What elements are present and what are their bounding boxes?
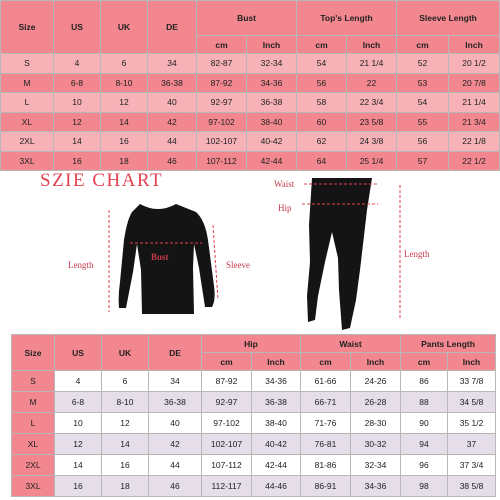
table-cell: 16 [55, 476, 102, 497]
table-cell: 24-26 [351, 371, 401, 392]
table-cell: 42-44 [247, 151, 297, 171]
subheader-inch: Inch [252, 353, 301, 371]
table-cell: 102-107 [197, 132, 247, 152]
table-cell: 107-112 [197, 151, 247, 171]
table-cell: 40 [149, 413, 202, 434]
table-cell: 8-10 [101, 73, 148, 93]
table-cell: 32-34 [351, 455, 401, 476]
table-cell: 36-38 [252, 392, 301, 413]
table-cell: 82-87 [197, 54, 247, 74]
table-cell: 37 3/4 [448, 455, 496, 476]
subheader-inch: Inch [448, 353, 496, 371]
table-cell: 6 [102, 371, 149, 392]
header-hip: Hip [202, 335, 301, 353]
table-cell: 34 [148, 54, 197, 74]
table-cell: L [12, 413, 55, 434]
table-cell: 57 [397, 151, 449, 171]
table-cell: 92-97 [202, 392, 252, 413]
table-cell: 97-102 [202, 413, 252, 434]
header-uk: UK [102, 335, 149, 371]
table-cell: 6-8 [55, 392, 102, 413]
chart-title: SZIE CHART [40, 170, 164, 191]
table-cell: 8-10 [102, 392, 149, 413]
table-cell: 35 1/2 [448, 413, 496, 434]
table-cell: 36-38 [148, 73, 197, 93]
table-cell: 14 [55, 455, 102, 476]
table-cell: 6 [101, 54, 148, 74]
table-cell: 44 [149, 455, 202, 476]
leggings-icon [307, 178, 372, 330]
table-cell: 56 [297, 73, 347, 93]
table-cell: 28-30 [351, 413, 401, 434]
subheader-cm: cm [202, 353, 252, 371]
table-cell: S [1, 54, 54, 74]
table-cell: 2XL [12, 455, 55, 476]
bust-label: Bust [151, 252, 169, 262]
table-cell: 76-81 [301, 434, 351, 455]
table-cell: 38-40 [252, 413, 301, 434]
table-cell: 90 [401, 413, 448, 434]
table-cell: L [1, 93, 54, 113]
table-cell: 22 [347, 73, 397, 93]
table-cell: 30-32 [351, 434, 401, 455]
table-cell: 60 [297, 112, 347, 132]
table-row [12, 455, 496, 476]
table-cell: 62 [297, 132, 347, 152]
header-sleeve-length: Sleeve Length [397, 1, 500, 36]
table-cell: 97-102 [197, 112, 247, 132]
table-cell: 34-36 [247, 73, 297, 93]
subheader-inch: Inch [449, 36, 500, 54]
bottom-size-table [11, 334, 496, 497]
table-cell: 71-76 [301, 413, 351, 434]
header-de: DE [148, 1, 197, 54]
table-cell: 54 [297, 54, 347, 74]
table-cell: 38 5/8 [448, 476, 496, 497]
header-tops-length: Top's Length [297, 1, 397, 36]
table-cell: 10 [54, 93, 101, 113]
table-cell: 25 1/4 [347, 151, 397, 171]
table-cell: 10 [55, 413, 102, 434]
table-cell: 16 [102, 455, 149, 476]
table-cell: 34 5/8 [448, 392, 496, 413]
table-cell: 33 7/8 [448, 371, 496, 392]
table-cell: 4 [55, 371, 102, 392]
table-cell: 64 [297, 151, 347, 171]
table-cell: 21 1/4 [347, 54, 397, 74]
table-cell: 36-38 [247, 93, 297, 113]
table-cell: 22 3/4 [347, 93, 397, 113]
subheader-inch: Inch [351, 353, 401, 371]
header-size: Size [1, 1, 54, 54]
pants-length-label: Length [404, 249, 430, 259]
table-cell: 37 [448, 434, 496, 455]
table-cell: 36-38 [149, 392, 202, 413]
table-cell: 102-107 [202, 434, 252, 455]
table-cell: 56 [397, 132, 449, 152]
table-cell: 87-92 [202, 371, 252, 392]
table-cell: 55 [397, 112, 449, 132]
table-cell: 18 [102, 476, 149, 497]
table-cell: 61-66 [301, 371, 351, 392]
waist-label: Waist [274, 179, 295, 189]
table-cell: 40-42 [252, 434, 301, 455]
table-cell: 22 1/2 [449, 151, 500, 171]
table-cell: 38-40 [247, 112, 297, 132]
table-cell: 42 [148, 112, 197, 132]
sleeve-label: Sleeve [226, 260, 250, 270]
table-row [12, 476, 496, 497]
table-cell: 3XL [12, 476, 55, 497]
table-cell: 44 [148, 132, 197, 152]
table-cell: 81-86 [301, 455, 351, 476]
table-cell: 26-28 [351, 392, 401, 413]
table-cell: 14 [101, 112, 148, 132]
table-cell: 14 [54, 132, 101, 152]
table-cell: 87-92 [197, 73, 247, 93]
table-cell: 12 [54, 112, 101, 132]
table-cell: 21 1/4 [449, 93, 500, 113]
table-cell: 18 [101, 151, 148, 171]
header-bust: Bust [197, 1, 297, 36]
subheader-inch: Inch [347, 36, 397, 54]
table-cell: 2XL [1, 132, 54, 152]
table-cell: XL [1, 112, 54, 132]
table-cell: 34 [149, 371, 202, 392]
table-cell: 53 [397, 73, 449, 93]
table-cell: 12 [55, 434, 102, 455]
table-cell: 32-34 [247, 54, 297, 74]
table-cell: 22 1/8 [449, 132, 500, 152]
header-uk: UK [101, 1, 148, 54]
table-cell: 107-112 [202, 455, 252, 476]
header-de: DE [149, 335, 202, 371]
table-row [12, 434, 496, 455]
table-row [12, 413, 496, 434]
table-cell: 112-117 [202, 476, 252, 497]
header-size: Size [12, 335, 55, 371]
table-cell: 44-46 [252, 476, 301, 497]
table-cell: 96 [401, 455, 448, 476]
table-cell: M [12, 392, 55, 413]
table-cell: 20 7/8 [449, 73, 500, 93]
table-cell: 86-91 [301, 476, 351, 497]
subheader-cm: cm [197, 36, 247, 54]
top-length-label: Length [68, 260, 94, 270]
table-cell: 12 [102, 413, 149, 434]
table-cell: 46 [149, 476, 202, 497]
header-us: US [54, 1, 101, 54]
table-cell: 66-71 [301, 392, 351, 413]
table-cell: S [12, 371, 55, 392]
table-cell: 40-42 [247, 132, 297, 152]
table-row [12, 371, 496, 392]
table-cell: XL [12, 434, 55, 455]
table-cell: 54 [397, 93, 449, 113]
subheader-cm: cm [301, 353, 351, 371]
table-cell: 23 5/8 [347, 112, 397, 132]
header-waist: Waist [301, 335, 401, 353]
table-cell: 98 [401, 476, 448, 497]
header-us: US [55, 335, 102, 371]
subheader-cm: cm [297, 36, 347, 54]
table-cell: 86 [401, 371, 448, 392]
subheader-cm: cm [401, 353, 448, 371]
table-cell: 20 1/2 [449, 54, 500, 74]
table-cell: 88 [401, 392, 448, 413]
table-cell: 3XL [1, 151, 54, 171]
table-cell: 16 [101, 132, 148, 152]
subheader-inch: Inch [247, 36, 297, 54]
table-row [12, 392, 496, 413]
header-pants-length: Pants Length [401, 335, 496, 353]
table-cell: 52 [397, 54, 449, 74]
table-cell: 16 [54, 151, 101, 171]
table-cell: 14 [102, 434, 149, 455]
hip-label: Hip [278, 203, 292, 213]
subheader-cm: cm [397, 36, 449, 54]
table-cell: 58 [297, 93, 347, 113]
table-cell: 6-8 [54, 73, 101, 93]
table-cell: 46 [148, 151, 197, 171]
table-cell: 12 [101, 93, 148, 113]
table-cell: 40 [148, 93, 197, 113]
table-cell: 94 [401, 434, 448, 455]
table-cell: 34-36 [252, 371, 301, 392]
table-cell: M [1, 73, 54, 93]
table-cell: 21 3/4 [449, 112, 500, 132]
table-cell: 92-97 [197, 93, 247, 113]
table-cell: 42-44 [252, 455, 301, 476]
table-cell: 42 [149, 434, 202, 455]
table-cell: 24 3/8 [347, 132, 397, 152]
table-cell: 4 [54, 54, 101, 74]
table-cell: 34-36 [351, 476, 401, 497]
